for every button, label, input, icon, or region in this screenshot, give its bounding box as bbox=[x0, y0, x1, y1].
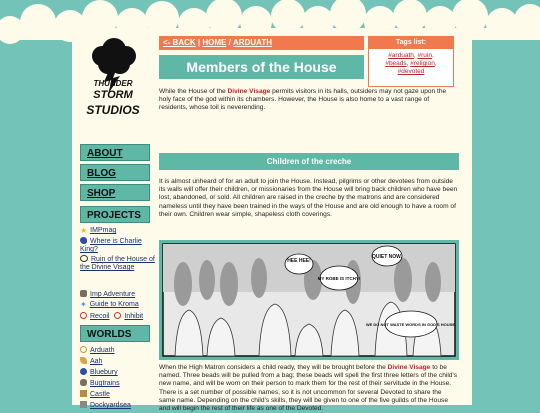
breadcrumb bbox=[159, 36, 364, 50]
tag-link[interactable]: #religion bbox=[410, 60, 435, 67]
creche-paragraph: It is almost unheard of for an adult to join the House. Instead, pilgrims or other devotees from outside its walls will offer their children, or missionaries from the House will bring back children who have been lost, abandoned, or sold. All children are raised in the creche by the matrons and are considered nameless until they have been trained in the ways of the House and are old enough to have a room of their own. Children wear simple, shapeless cloth coverings. bbox=[159, 178, 458, 218]
imp-icon bbox=[80, 290, 87, 297]
home-link[interactable]: HOME bbox=[202, 38, 227, 47]
comic-bubble: QUIET NOW. bbox=[372, 254, 402, 260]
divine-visage-link[interactable]: Divine Visage bbox=[227, 88, 271, 95]
naming-paragraph: When the High Matron considers a child ready, they will be brought before the Divine Visage to be named. Three beads will be pulled from a bag; these beads will spell the first three letters of the child's new name, and will be worn on their person to mark them for the rest of their servitude in the House. There is a set number of possible names, so it is not uncommon for several Devoted to share the same name. Depending on the child's skills, they will be given to one of the five guilds of the House and will begin the rest of their life as one of the Devoted. bbox=[159, 364, 458, 413]
page-container bbox=[72, 28, 472, 413]
castle-icon bbox=[80, 390, 87, 397]
anchor-icon bbox=[80, 401, 87, 408]
blob-icon bbox=[80, 237, 87, 244]
breadcrumb-separator: | bbox=[195, 38, 203, 47]
tags-list: #arduath, #ruin, #beads, #religion, #devoted bbox=[385, 52, 437, 75]
world-item-arduath[interactable]: Arduath bbox=[80, 346, 155, 355]
project-item-charlie-king[interactable]: Where is Charlie King? bbox=[80, 238, 142, 253]
worlds-heading: WORLDS bbox=[80, 325, 150, 342]
svg-text:STORM: STORM bbox=[93, 89, 133, 101]
project-item-ruin[interactable]: Ruin of the House of the Divine Visage bbox=[80, 256, 155, 271]
tags-heading: Tags list: bbox=[369, 37, 453, 49]
feather-icon bbox=[80, 357, 87, 364]
project-item-impmag[interactable]: ★ IMPmag bbox=[80, 226, 117, 235]
world-item-bugtrains[interactable]: Bugtrains bbox=[80, 379, 155, 388]
star-icon: ★ bbox=[80, 226, 88, 235]
compass-icon bbox=[80, 346, 87, 353]
comic-illustration bbox=[163, 244, 455, 356]
tag-link[interactable]: #devoted bbox=[397, 68, 425, 75]
sparkle-icon: ✦ bbox=[80, 300, 87, 309]
comic-bubble: HEE HEE! bbox=[287, 258, 311, 264]
ban-icon bbox=[114, 312, 121, 319]
tag-link[interactable]: #beads bbox=[385, 60, 407, 67]
divine-visage-link[interactable]: Divine Visage bbox=[387, 364, 431, 371]
comic-bubble: MY ROBE IS ITCHY! bbox=[317, 276, 361, 281]
shop-button[interactable]: SHOP bbox=[80, 184, 150, 201]
bug-icon bbox=[80, 379, 87, 386]
project-item-imp-adventure[interactable]: Imp Adventure bbox=[80, 290, 155, 299]
ban-icon bbox=[80, 312, 87, 319]
svg-text:THUNDER: THUNDER bbox=[93, 79, 133, 88]
about-button[interactable]: ABOUT bbox=[80, 144, 150, 161]
arduath-link[interactable]: ARDUATH bbox=[233, 38, 272, 47]
comic-panel bbox=[159, 240, 459, 360]
section-heading: Children of the creche bbox=[159, 153, 459, 170]
intro-paragraph: While the House of the Divine Visage permits visitors in its halls, outsiders may not gaze upon the holy face of the god within its chambers. However, the House is also home to a vast range of residents, whose toil is neverending. bbox=[159, 88, 447, 112]
back-link[interactable]: <- BACK bbox=[163, 38, 196, 47]
world-item-aah[interactable]: Aah bbox=[80, 357, 155, 366]
eye-icon bbox=[80, 255, 88, 262]
tags-box bbox=[368, 36, 454, 87]
world-item-bluebury[interactable]: Bluebury bbox=[80, 368, 155, 377]
comic-bubble: WE DO NOT WASTE WORDS IN GOD'S HOUSE. bbox=[365, 322, 457, 327]
tag-link[interactable]: #ruin bbox=[417, 52, 432, 59]
blog-button[interactable]: BLOG bbox=[80, 164, 150, 181]
project-item-recoil-inhibit[interactable]: Recoil Inhibit bbox=[80, 312, 155, 321]
breadcrumb-separator: / bbox=[226, 38, 234, 47]
blob-icon bbox=[80, 368, 87, 375]
tag-link[interactable]: #arduath bbox=[388, 52, 414, 59]
project-item-guide-kroma[interactable]: ✦ Guide to Kroma bbox=[80, 300, 139, 309]
projects-heading: PROJECTS bbox=[80, 206, 150, 223]
page-title: Members of the House bbox=[159, 55, 364, 79]
thunderstorm-logo[interactable] bbox=[82, 38, 144, 130]
svg-text:STUDIOS: STUDIOS bbox=[86, 103, 140, 117]
world-item-dockyardsea[interactable]: Dockyardsea bbox=[80, 401, 155, 410]
world-item-castle[interactable]: Castle bbox=[80, 390, 155, 399]
